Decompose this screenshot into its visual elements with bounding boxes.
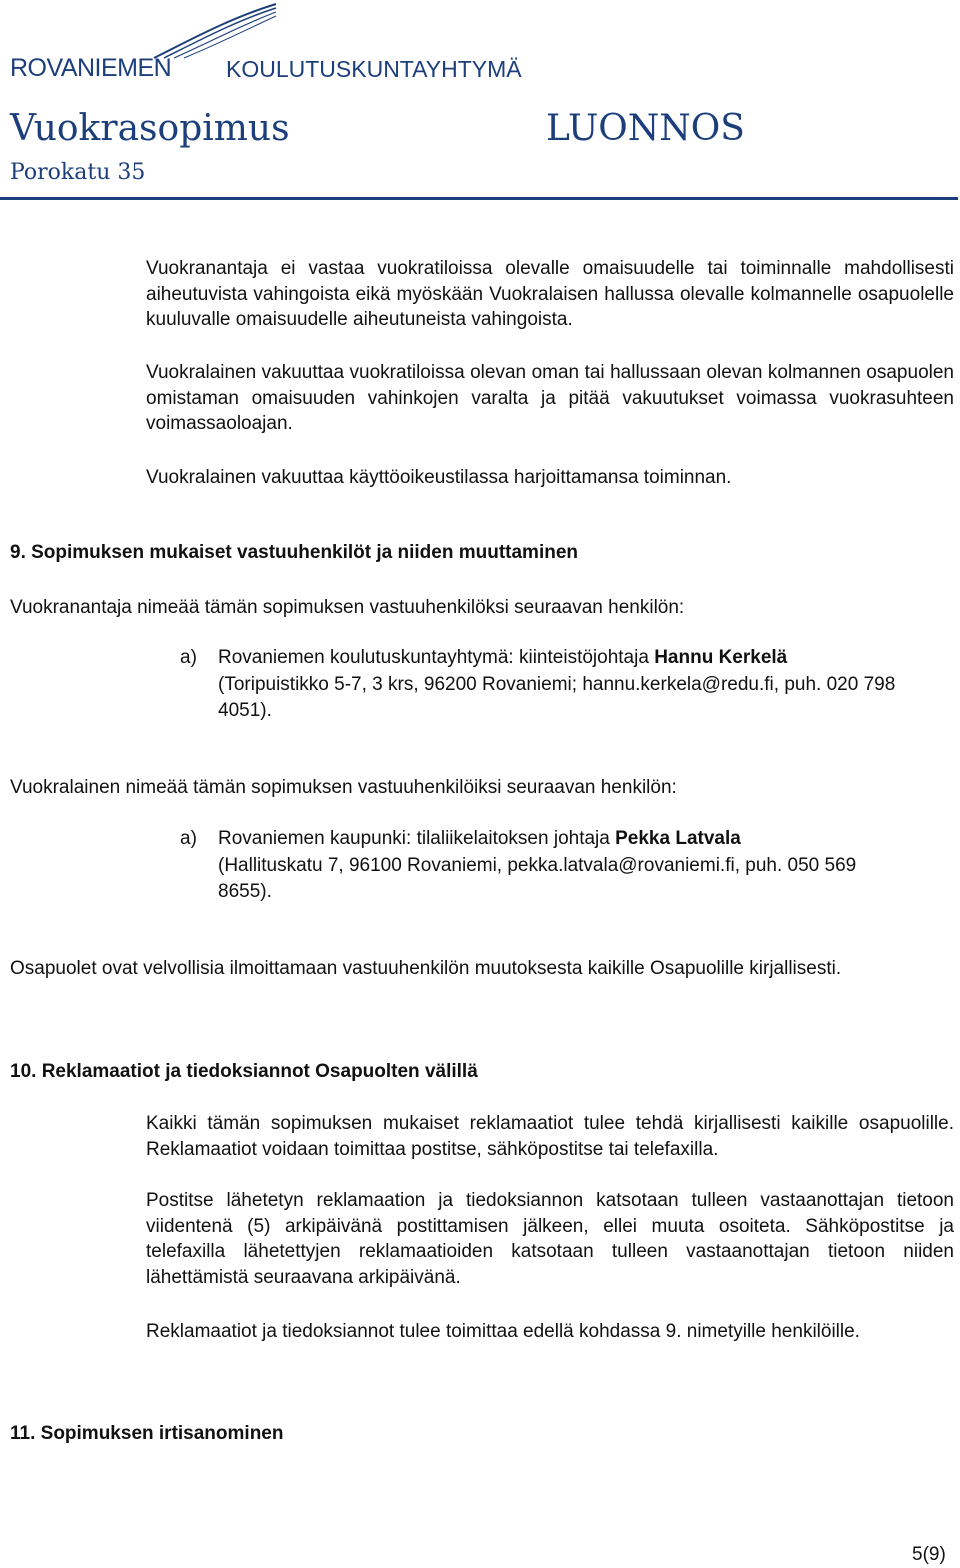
section-10-heading: 10. Reklamaatiot ja tiedoksiannot Osapuolten välillä [10, 1061, 478, 1082]
list-marker: a) [180, 647, 197, 668]
document-title: Vuokrasopimus [10, 108, 290, 149]
section-11-heading: 11. Sopimuksen irtisanominen [10, 1423, 284, 1444]
section-10-paragraph-3: Reklamaatiot ja tiedoksiannot tulee toimittaa edellä kohdassa 9. nimetyille henkilöille. [146, 1321, 860, 1342]
draft-label: LUONNOS [546, 108, 745, 149]
liability-paragraph: Vuokranantaja ei vastaa vuokratiloissa olevalle omaisuudelle tai toiminnalle mahdollisesti aiheutuvista vahingoista eikä myöskään Vuokralaisen hallussa olevalle kolmannelle osapuolelle kuuluvalle omaisuudelle aiheutuneista vahingoista. [146, 258, 954, 330]
section-9-tenant-intro: Vuokralainen nimeää tämän sopimuksen vastuuhenkilöiksi seuraavan henkilön: [10, 777, 677, 798]
logo-text-left: ROVANIEMEN [10, 54, 172, 82]
page-number: 5(9) [912, 1544, 946, 1565]
contact-details: (Hallituskatu 7, 96100 Rovaniemi, pekka.latvala@rovaniemi.fi, puh. 050 569 8655). [218, 854, 857, 902]
section-9-heading: 9. Sopimuksen mukaiset vastuuhenkilöt ja niiden muuttaminen [10, 542, 579, 563]
contact-role: Rovaniemen koulutuskuntayhtymä: kiinteistöjohtaja [218, 647, 655, 668]
tenant-contact-item [218, 826, 918, 906]
document-subtitle: Porokatu 35 [10, 160, 146, 185]
logo-swoosh-icon [150, 0, 280, 60]
contact-name: Pekka Latvala [615, 828, 741, 849]
section-9-landlord-intro: Vuokranantaja nimeää tämän sopimuksen vastuuhenkilöksi seuraavan henkilön: [10, 597, 685, 618]
contact-name: Hannu Kerkelä [654, 647, 788, 668]
section-10-paragraph-1: Kaikki tämän sopimuksen mukaiset reklamaatiot tulee tehdä kirjallisesti kaikille osapuolille. Reklamaatiot voidaan toimittaa postitse, sähköpostitse tai telefaxilla. [146, 1113, 954, 1160]
activity-insurance-paragraph: Vuokralainen vakuuttaa käyttöoikeustilassa harjoittamansa toiminnan. [146, 467, 732, 488]
list-marker: a) [180, 828, 197, 849]
landlord-contact-item [218, 645, 918, 725]
contact-details: (Toripuistikko 5-7, 3 krs, 96200 Rovaniemi; hannu.kerkela@redu.fi, puh. 020 798 4051). [218, 673, 896, 721]
section-10-paragraph-2: Postitse lähetetyn reklamaation ja tiedoksiannon katsotaan tulleen vastaanottajan tietoon viidentenä (5) arkipäivänä postittamisen jälkeen, ellei muuta osoiteta. Sähköpostitse ja telefaxilla lähetettyjen reklamaatioiden katsotaan tulleen vastaanottajan tietoon niiden lähettämistä seuraavana arkipäivänä. [146, 1190, 954, 1288]
insurance-paragraph: Vuokralainen vakuuttaa vuokratiloissa olevan oman tai hallussaan olevan kolmannen osapuolen omistaman omaisuuden vahinkojen varalta ja pitää vakuutukset voimassa vuokrasuhteen voimassaoloajan. [146, 362, 954, 434]
logo-text-right: KOULUTUSKUNTAYHTYMÄ [226, 56, 522, 82]
contact-role: Rovaniemen kaupunki: tilaliikelaitoksen johtaja [218, 828, 616, 849]
section-9-closing-paragraph: Osapuolet ovat velvollisia ilmoittamaan vastuuhenkilön muutoksesta kaikille Osapuolille kirjallisesti. [10, 958, 842, 979]
header-divider [0, 197, 958, 200]
